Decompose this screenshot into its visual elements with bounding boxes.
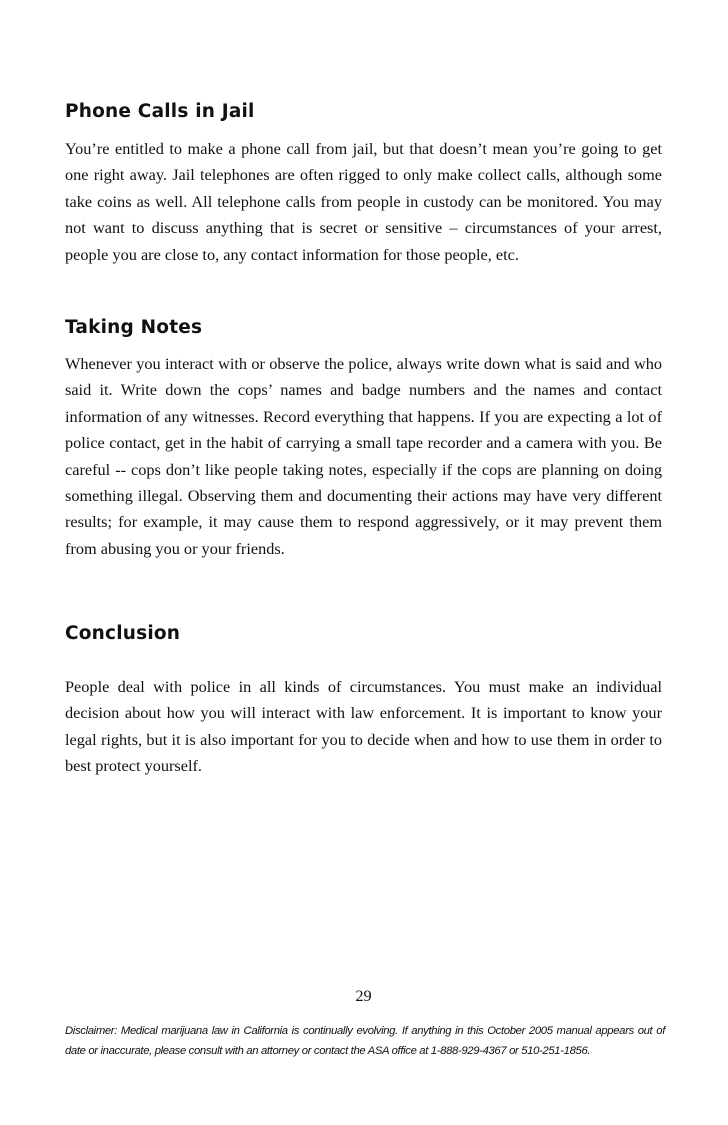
section-body-phone-calls: You’re entitled to make a phone call from jail, but that doesn’t mean you’re going to get one right away. Jail telephones are often rigged to only make collect calls, although some take coins as well. All telephone calls from people in custody can be monitored. You may not want to discuss anything that is secret or sensitive – circumstances of your arrest, people you are close to, any contact information for those people, etc. xyxy=(65,139,662,264)
page-number: 29 xyxy=(355,986,372,1005)
section-heading-phone-calls: Phone Calls in Jail xyxy=(65,101,255,122)
section-heading-taking-notes: Taking Notes xyxy=(65,317,203,338)
section-heading-conclusion: Conclusion xyxy=(65,623,181,644)
section-body-conclusion: People deal with police in all kinds of circumstances. You must make an individual decision about how you will interact with law enforcement. It is important to know your legal rights, but it is also important for you to decide when and how to use them in order to best protect yourself. xyxy=(65,677,662,776)
section-body-taking-notes: Whenever you interact with or observe the police, always write down what is said and who said it. Write down the cops’ names and badge numbers and the names and contact information of any witnesses. Record everything that happens. If you are expecting a lot of police contact, get in the habit of carrying a small tape recorder and a camera with you. Be careful -- cops don’t like people taking notes, especially if the cops are planning on doing something illegal. Observing them and documenting their actions may have very different results; for example, it may cause them to respond aggressively, or it may prevent them from abusing you or your friends. xyxy=(65,354,662,558)
document-page xyxy=(65,0,665,1125)
footer-disclaimer: Disclaimer: Medical marijuana law in California is continually evolving. If anything in this October 2005 manual appears out of date or inaccurate, please consult with an attorney or contact the ASA office at 1-888-929-4367 or 510-251-1856. xyxy=(65,1025,665,1057)
